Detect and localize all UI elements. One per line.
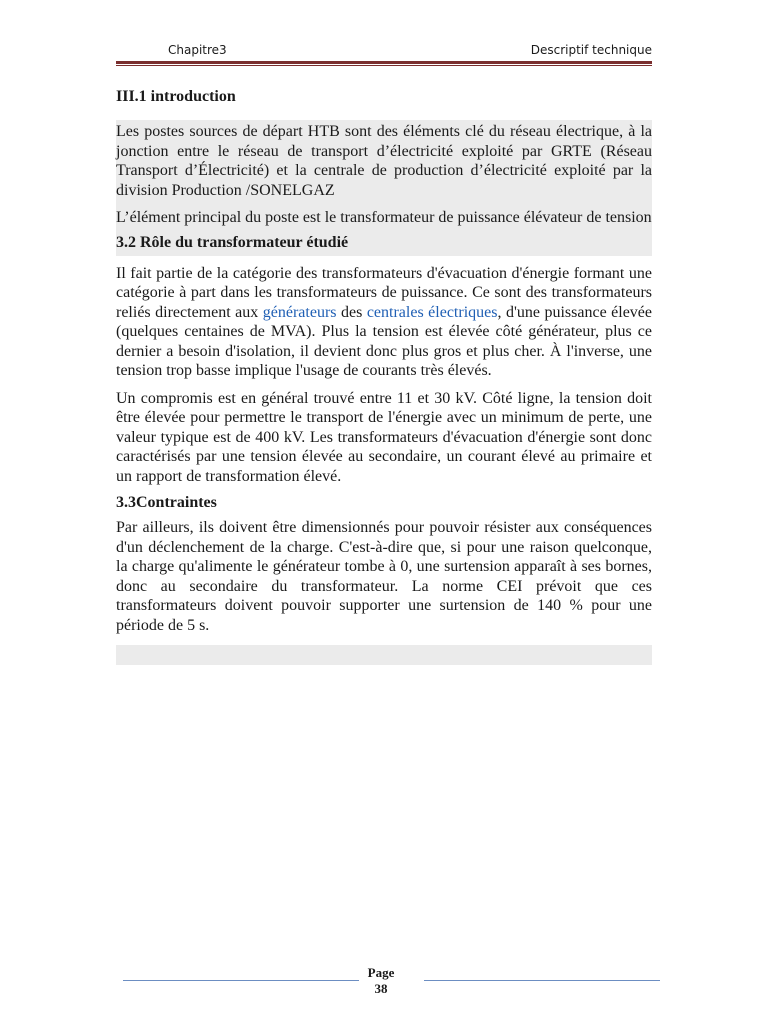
page-number-block	[358, 965, 404, 997]
page-body	[116, 86, 652, 665]
header-rule-thick	[116, 61, 652, 64]
empty-shaded-bar	[116, 645, 652, 665]
link-centrales-electriques[interactable]: centrales électriques	[366, 303, 498, 321]
link-generateurs[interactable]: générateurs	[262, 303, 337, 321]
role-paragraph-1	[116, 264, 652, 381]
shaded-block	[116, 120, 652, 256]
page-header	[116, 43, 652, 59]
section-1-title: III.1 introduction	[116, 88, 236, 105]
footer-rule-right	[424, 980, 660, 981]
section-label: Descriptif technique	[530, 43, 652, 57]
role-text-b: des	[336, 303, 367, 321]
section-3-title: 3.3Contraintes	[116, 494, 217, 511]
page-number: 38	[374, 981, 388, 996]
role-text-a: Il fait partie de la catégorie des transformateurs d'évacuation d'énergie formant une catégorie à part dans les transformateurs de puissance. Ce sont des transformateurs reliés directement aux	[116, 264, 652, 321]
intro-paragraph-2: L’élément principal du poste est le transformateur de puissance élévateur de tension	[116, 209, 652, 226]
page-label: Page	[367, 965, 395, 980]
header-rule-thin	[116, 65, 652, 66]
intro-paragraph-1: Les postes sources de départ HTB sont des éléments clé du réseau électrique, à la jonction entre le réseau de transport d’électricité exploité par GRTE (Réseau Transport d’Électricité) et la centrale de production d’électricité exploité par la division Production /SONELGAZ	[116, 123, 652, 199]
footer-rule-left	[123, 980, 359, 981]
constraints-paragraph: Par ailleurs, ils doivent être dimensionnés pour pouvoir résister aux conséquences d'un déclenchement de la charge. C'est-à-dire que, si pour une raison quelconque, la charge qu'alimente le générateur tombe à 0, une surtension apparaît à ses bornes, donc au secondaire du transformateur. La norme CEI prévoit que ces transformateurs doivent pouvoir supporter une surtension de 140 % pour une période de 5 s.	[116, 519, 652, 634]
role-paragraph-2: Un compromis est en général trouvé entre 11 et 30 kV. Côté ligne, la tension doit être élevée pour permettre le transport de l'énergie avec un minimum de perte, une valeur typique est de 400 kV. Les transformateurs d'évacuation d'énergie sont donc caractérisés par une tension élevée au secondaire, un courant élevé au primaire et un rapport de transformation élevé.	[116, 389, 652, 485]
chapter-label: Chapitre3	[168, 43, 227, 57]
section-2-title: 3.2 Rôle du transformateur étudié	[116, 233, 349, 251]
role-text-c: , d'une puissance élevée (quelques centaines de MVA). Plus la tension est élevée côté générateur, plus ce dernier a besoin d'isolation, il devient donc plus gros et plus cher. À l'inverse, une tension trop basse implique l'usage de courants très élevés.	[116, 303, 653, 379]
section-2-body	[116, 264, 652, 636]
